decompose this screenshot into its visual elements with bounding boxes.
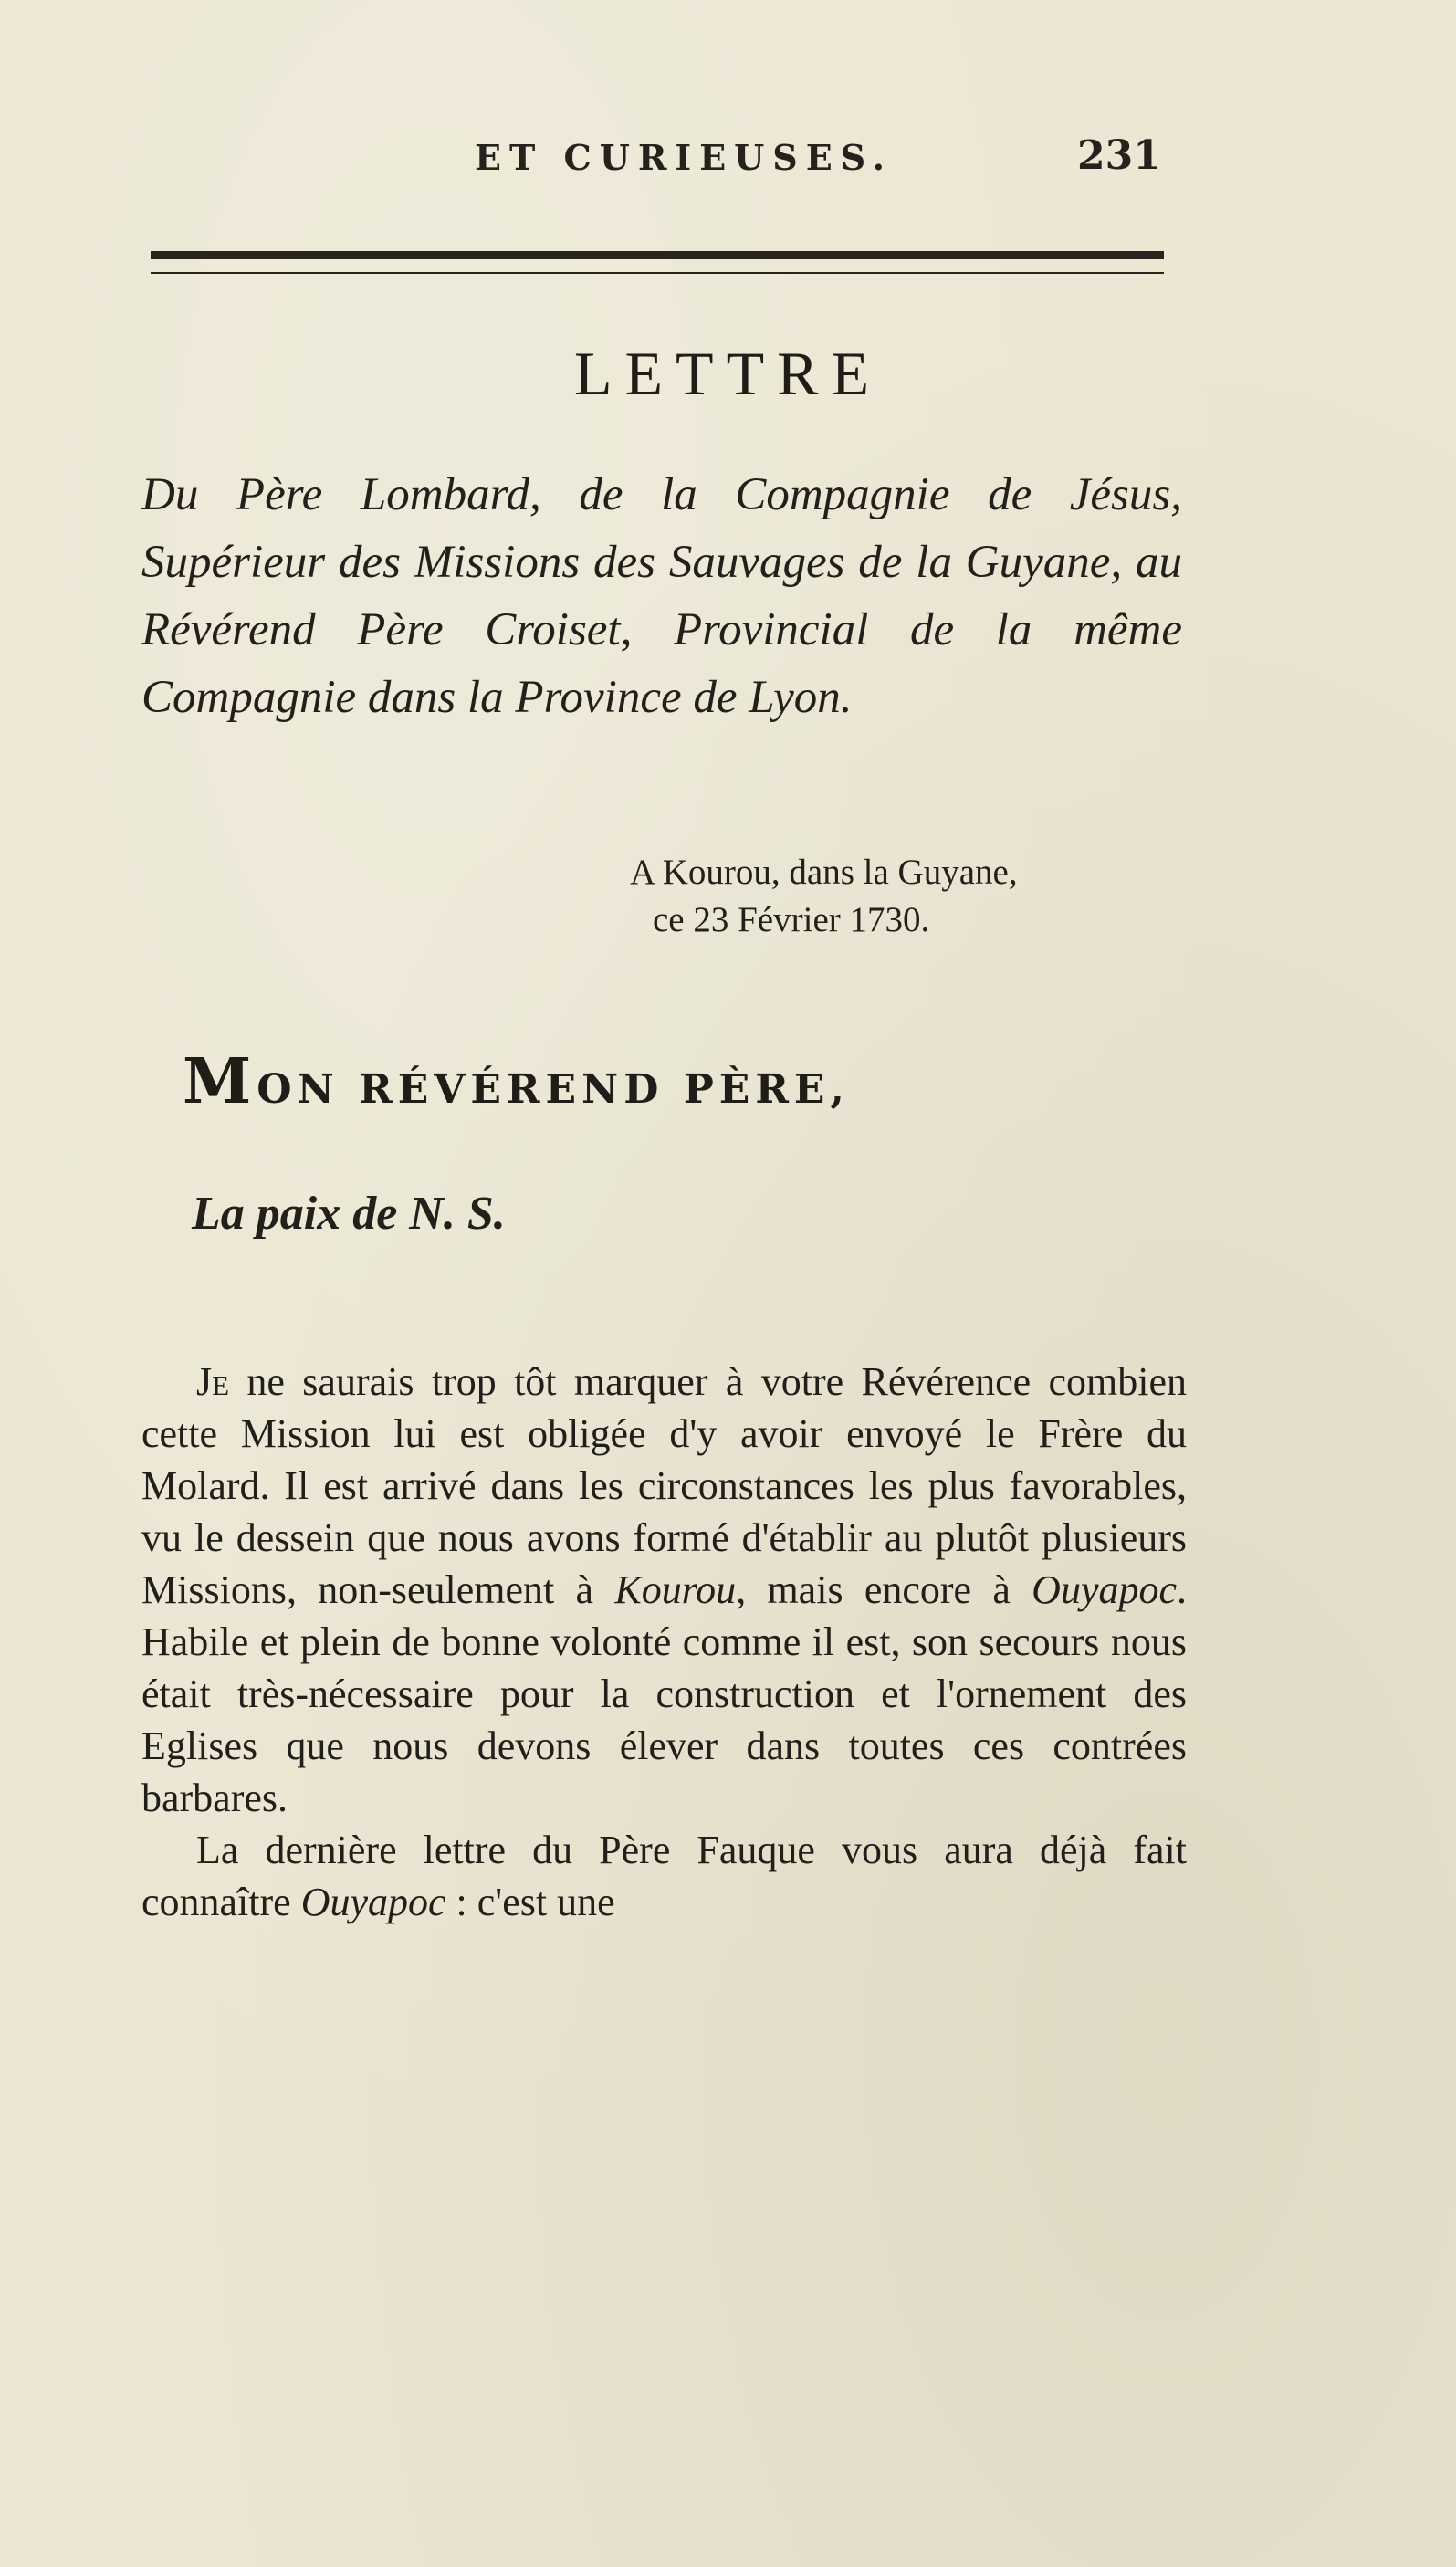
letter-title: LETTRE [573,339,883,408]
p1-text-1: ne saurais trop tôt marquer à votre Révérence combien cette Mission lui est obligée d'y avoir envoyé le Frère du Molard. Il est arrivé dans les circonstances les plus favorables, vu le dessein que nous avons formé d'établir au plutôt plusieurs Missions, non-seulement à [141,1359,1187,1612]
running-title: ET CURIEUSES. [475,137,894,178]
salutation [183,1045,1205,1118]
dateline-place: A Kourou, dans la Guyane, [630,853,1018,892]
body-paragraph-1 [141,1356,1187,1824]
dateline-date: ce 23 Février 1730. [653,900,930,939]
opening-word: Je [196,1359,230,1404]
p2-text-1: La dernière lettre du Père Fauque vous aura déjà fait connaître [141,1828,1187,1924]
body-paragraph-2 [141,1824,1187,1928]
salutation-rest: ON RÉVÉREND PÈRE, [257,1066,850,1113]
dateline [630,849,1196,944]
p1-text-3: . Habile et plein de bonne volonté comme il est, son secours nous était très-nécessaire pour la construction et l'ornement des Eglises que nous devons élever dans toutes ces contrées barbares. [141,1567,1188,1820]
p1-text-2: , mais encore à [736,1567,1032,1612]
blessing: La paix de N. S. [192,1188,506,1240]
header-rule-thick [151,251,1164,259]
salutation-initial: M [183,1045,257,1118]
place-ouyapoc-2: Ouyapoc [300,1880,446,1924]
p2-text-2: : c'est une [445,1880,615,1924]
place-kourou: Kourou [614,1567,737,1612]
page-number: 231 [1077,132,1161,179]
letter-subtitle: Du Père Lombard, de la Compagnie de Jésus, Supérieur des Missions des Sauvages de la Guyane, au Révérend Père Croiset, Provincial de la même Compagnie dans la Province de Lyon. [141,469,1182,723]
header-rule-thin [151,272,1164,274]
place-ouyapoc: Ouyapoc [1032,1567,1178,1612]
letter-body [141,1356,1187,1928]
